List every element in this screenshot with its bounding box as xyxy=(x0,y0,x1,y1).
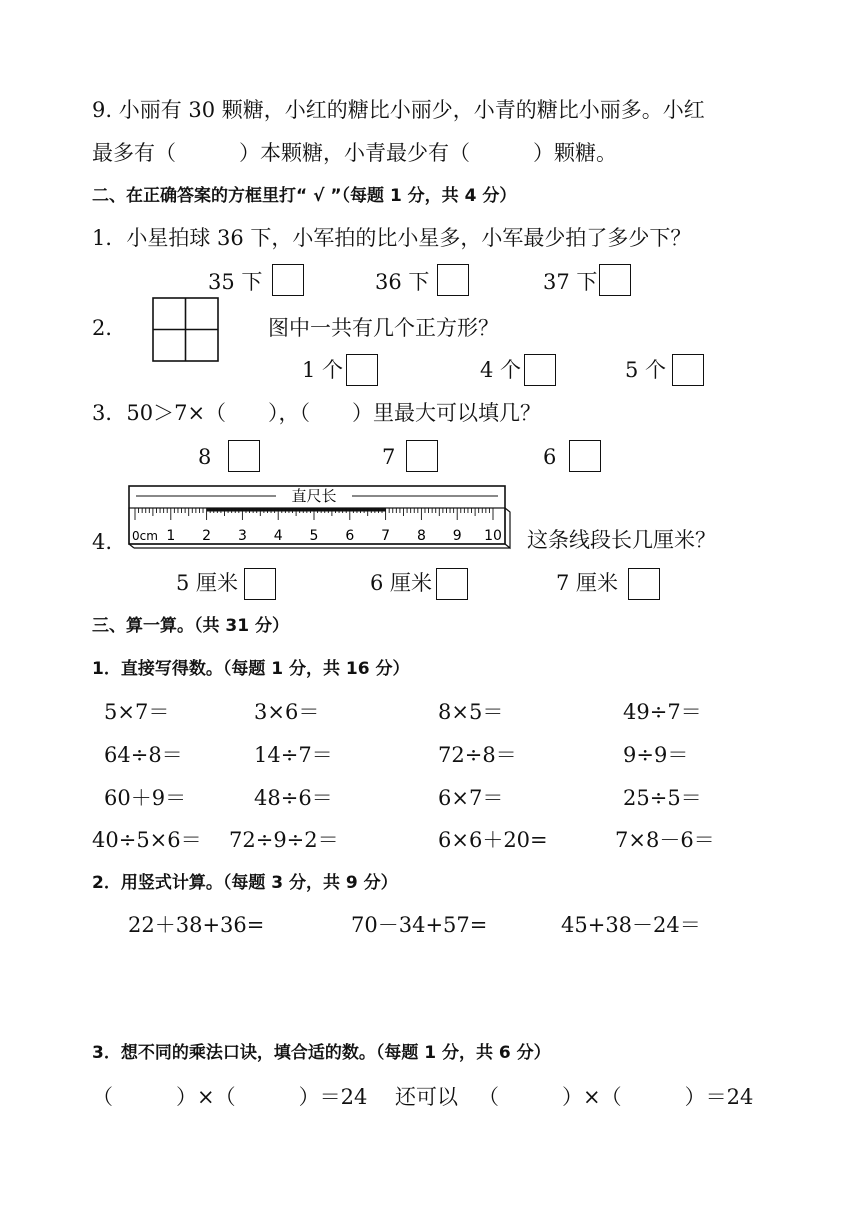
calc-item: 40÷5×6＝ xyxy=(92,828,202,852)
calc-item: 72÷9÷2＝ xyxy=(229,828,339,852)
q4-option-c-label: 7 厘米 xyxy=(556,571,619,595)
q4-number: 4. xyxy=(92,530,113,554)
q4-option-a-label: 5 厘米 xyxy=(176,571,239,595)
q2-option-b-checkbox[interactable] xyxy=(524,354,556,386)
calc-item: 48÷6＝ xyxy=(254,786,333,810)
calc-item: 7×8－6＝ xyxy=(615,828,715,852)
ruler-tick-label: 1 xyxy=(166,528,176,544)
q3-option-b-label: 7 xyxy=(382,445,396,469)
q4-option-b-checkbox[interactable] xyxy=(436,568,468,600)
ruler-tick-label: 10 xyxy=(484,528,502,544)
calc-item: 60＋9＝ xyxy=(104,786,187,810)
ruler-tick-label: 9 xyxy=(452,528,462,544)
q1-text: 1．小星拍球 36 下，小军拍的比小星多，小军最少拍了多少下？ xyxy=(92,226,692,250)
calc-item: 6×7＝ xyxy=(438,786,504,810)
q3-option-b-checkbox[interactable] xyxy=(406,440,438,472)
part3-heading: 3．想不同的乘法口诀，填合适的数。（每题 1 分，共 6 分） xyxy=(92,1043,551,1063)
calc-item: 3×6＝ xyxy=(254,700,320,724)
q2-number: 2． xyxy=(92,316,127,340)
q3-option-a-checkbox[interactable] xyxy=(228,440,260,472)
calc-item: 72÷8＝ xyxy=(438,743,517,767)
calc-item: 14÷7＝ xyxy=(254,743,333,767)
q4-option-b-label: 6 厘米 xyxy=(370,571,433,595)
section3-heading: 三、算一算。（共 31 分） xyxy=(92,616,289,636)
ruler-tick-label: 6 xyxy=(345,528,355,544)
q2-option-a-label: 1 个 xyxy=(302,358,344,382)
also-can-label: 还可以 xyxy=(395,1085,458,1109)
q2-option-b-label: 4 个 xyxy=(480,358,522,382)
q1-option-a-checkbox[interactable] xyxy=(272,264,304,296)
q2-text: 图中一共有几个正方形？ xyxy=(268,316,499,340)
q4-option-a-checkbox[interactable] xyxy=(244,568,276,600)
ruler-tick-label: 5 xyxy=(309,528,319,544)
q9-line1: 9. 小丽有 30 颗糖，小红的糖比小丽少，小青的糖比小丽多。小红 xyxy=(92,98,705,122)
q3-option-c-checkbox[interactable] xyxy=(569,440,601,472)
q1-option-b-checkbox[interactable] xyxy=(437,264,469,296)
calc-item: 9÷9＝ xyxy=(623,743,689,767)
q9-line2: 最多有（ ）本颗糖，小青最少有（ ）颗糖。 xyxy=(92,141,617,165)
ruler-tick-label: 4 xyxy=(273,528,283,544)
section2-heading: 二、在正确答案的方框里打“ √ ”（每题 1 分，共 4 分） xyxy=(92,186,517,206)
ruler-unit-label: 0cm xyxy=(132,529,158,543)
ruler-figure xyxy=(126,482,514,552)
vertical-calc-3: 45+38－24＝ xyxy=(561,913,701,937)
ruler-tick-label: 3 xyxy=(237,528,247,544)
q1-option-b-label: 36 下 xyxy=(375,270,430,294)
q4-text: 这条线段长几厘米？ xyxy=(527,528,716,552)
ruler-title: 直尺长 xyxy=(291,487,337,505)
q2-option-a-checkbox[interactable] xyxy=(346,354,378,386)
vertical-calc-1: 22＋38+36= xyxy=(128,913,265,937)
vertical-calc-2: 70－34+57= xyxy=(351,913,488,937)
q4-option-c-checkbox[interactable] xyxy=(628,568,660,600)
calc-item: 25÷5＝ xyxy=(623,786,702,810)
q1-option-c-label: 37 下 xyxy=(543,270,598,294)
ruler-tick-label: 7 xyxy=(381,528,391,544)
q3-option-c-label: 6 xyxy=(543,445,557,469)
square-grid-figure xyxy=(152,297,220,363)
q3-option-a-label: 8 xyxy=(198,445,212,469)
calc-item: 5×7＝ xyxy=(104,700,170,724)
q2-option-c-checkbox[interactable] xyxy=(672,354,704,386)
q2-option-c-label: 5 个 xyxy=(625,358,667,382)
calc-item: 8×5＝ xyxy=(438,700,504,724)
part1-heading: 1．直接写得数。（每题 1 分，共 16 分） xyxy=(92,659,410,679)
multiplication-blank-left: （ ）×（ ）＝24 xyxy=(92,1085,368,1109)
calc-item: 6×6＋20= xyxy=(438,828,548,852)
ruler-tick-label: 8 xyxy=(416,528,426,544)
q1-option-a-label: 35 下 xyxy=(208,270,263,294)
calc-item: 64÷8＝ xyxy=(104,743,183,767)
part2-heading: 2．用竖式计算。（每题 3 分，共 9 分） xyxy=(92,873,398,893)
multiplication-blank-right: （ ）×（ ）＝24 xyxy=(478,1085,754,1109)
ruler-tick-label: 2 xyxy=(202,528,212,544)
calc-item: 49÷7＝ xyxy=(623,700,702,724)
q1-option-c-checkbox[interactable] xyxy=(599,264,631,296)
q3-text: 3．50＞7×（ ），（ ）里最大可以填几？ xyxy=(92,401,542,425)
